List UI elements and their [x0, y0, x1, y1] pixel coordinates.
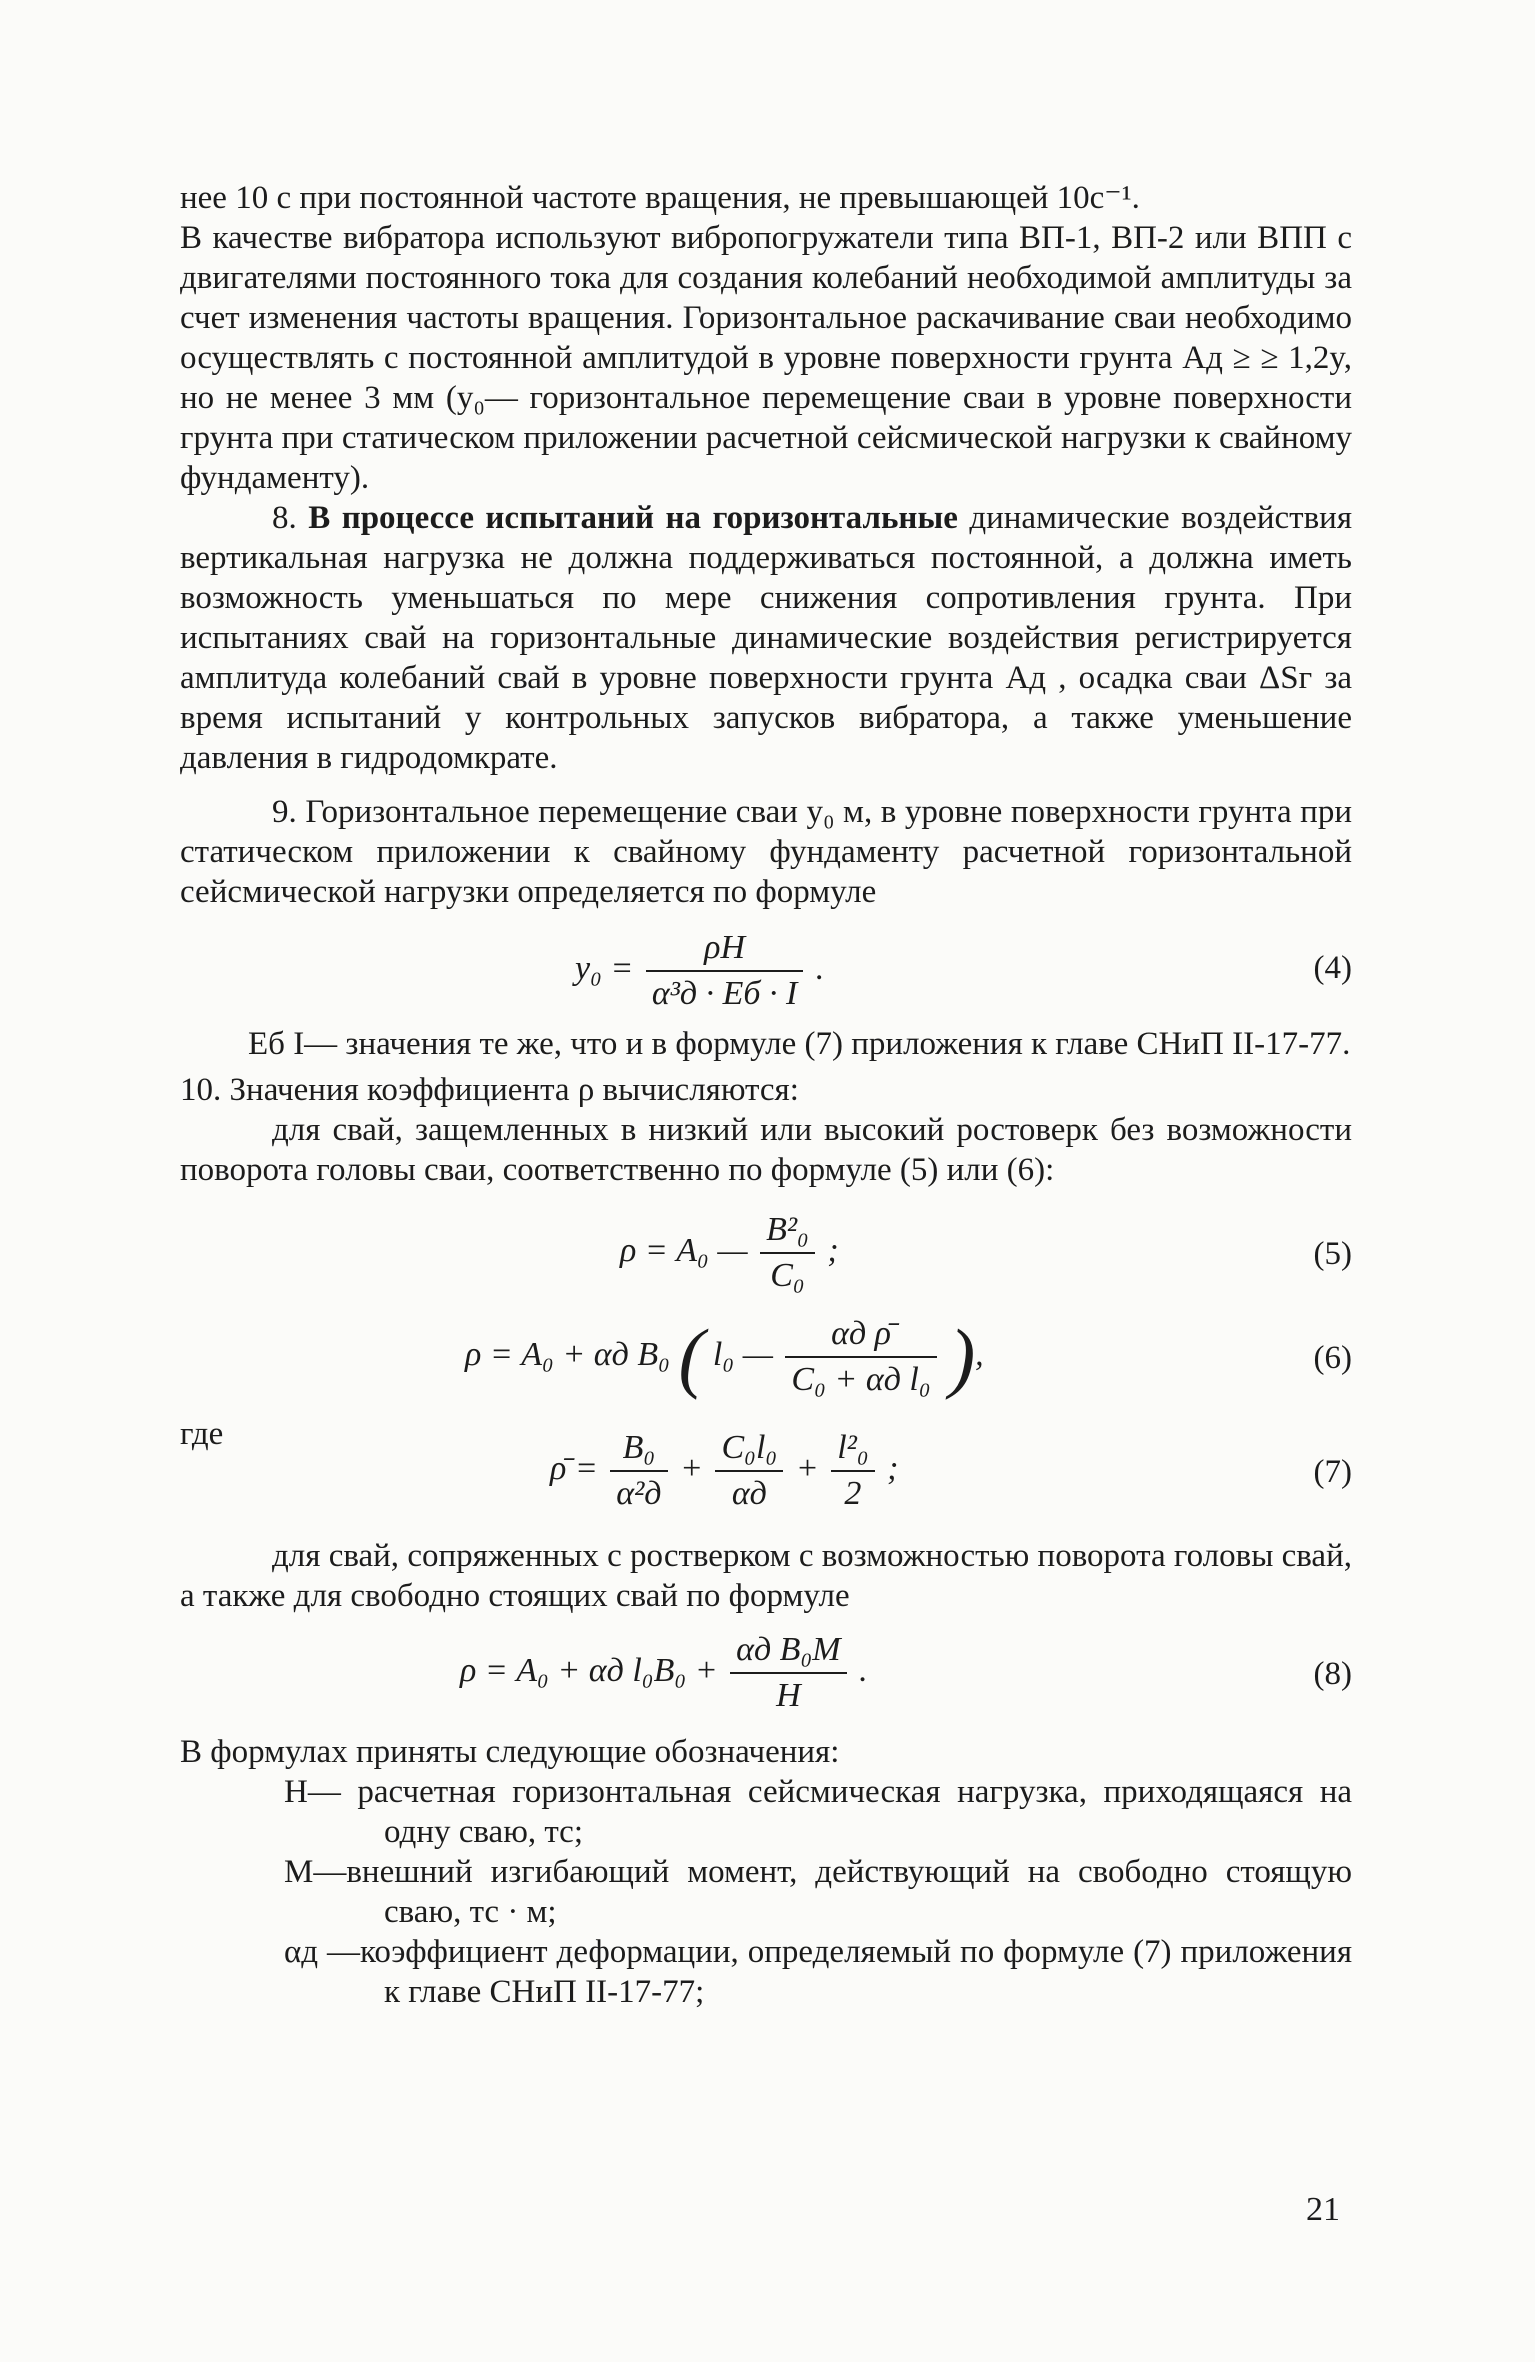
- where-label: где: [180, 1416, 224, 1452]
- formula-6-denominator: C₀ + αд l₀: [791, 1361, 931, 1398]
- formula-6-inner-lhs: l₀ —: [712, 1335, 773, 1373]
- formula-6-left-paren: (: [678, 1313, 705, 1400]
- paragraph-10: 10. Значения коэффициента ρ вычисляются:: [180, 1072, 799, 1108]
- formula-4: [180, 918, 1352, 1018]
- formula-4-note: Eб I— значения те же, что и в формуле (7) приложения к главе СНиП II-17-77.: [248, 1026, 1351, 1062]
- formula-7-denominator-2: αд: [731, 1475, 767, 1512]
- formula-7-tail: ;: [887, 1449, 899, 1487]
- paragraph-8-text: динамические воздействия вертикальная нагрузка не должна поддерживаться постоянной, а должна иметь возможность уменьшаться по мере снижения сопротивления грунта. При испытаниях свай на горизонтальные динамические воздействия регистрируется амплитуда колебаний свай в уровне поверхности грунта Aд , осадка сваи ΔSг за время испытаний у контрольных запусков вибратора, а также уменьшение давления в гидродомкрате.: [180, 500, 1353, 776]
- page-number: 21: [1306, 2191, 1340, 2228]
- paragraph-8-bold: В процессе испытаний на горизонтальные: [308, 500, 958, 536]
- formula-8-tail: .: [859, 1651, 868, 1689]
- formula-6-right-paren: ): [949, 1313, 976, 1400]
- formula-4-numerator: ρH: [646, 928, 803, 972]
- formula-8-number: (8): [1313, 1656, 1352, 1692]
- formula-4-fraction: [646, 928, 803, 1014]
- formula-5-fraction: [760, 1210, 815, 1296]
- text-line-1: нее 10 с при постоянной частоте вращения, не превышающей 10с⁻¹.: [180, 180, 1140, 216]
- legend-intro: В формулах приняты следующие обозначения:: [180, 1734, 840, 1770]
- paragraph-9: 9. Горизонтальное перемещение сваи y₀ м, в уровне поверхности грунта при статическом приложении к свайному фундаменту расчетной горизонтальной сейсмической нагрузки определяется по формуле: [180, 794, 1352, 910]
- formula-8-numerator: αд B₀M: [730, 1630, 846, 1674]
- formula-7-numerator-2: C₀l₀: [715, 1428, 783, 1472]
- legend-item-h: H— расчетная горизонтальная сейсмическая нагрузка, приходящаяся на одну сваю, тс;: [284, 1774, 1352, 1850]
- formula-6-number: (6): [1313, 1340, 1352, 1376]
- formula-7-plus-2: +: [795, 1449, 819, 1487]
- formula-7-numerator-1: B₀: [610, 1428, 667, 1472]
- formula-8-lhs: ρ = A₀ + αд l₀B₀ +: [460, 1651, 718, 1689]
- formula-7-denominator-1: α²д: [616, 1475, 662, 1512]
- formula-5-tail: ;: [827, 1231, 839, 1269]
- formula-5-numerator: B²₀: [760, 1210, 815, 1254]
- formula-7-fraction-2: [715, 1428, 783, 1514]
- formula-6-lhs: ρ = A₀ + αд B₀: [465, 1335, 670, 1373]
- formula-4-lhs: y₀ =: [575, 949, 634, 987]
- formula-7: [180, 1416, 1352, 1520]
- formula-6-numerator: αд ρ̄: [785, 1314, 936, 1358]
- formula-8: [180, 1622, 1352, 1726]
- paragraph-rotation: для свай, сопряженных с ростверком с возможностью поворота головы свай, а также для свободно стоящих свай по формуле: [180, 1538, 1352, 1614]
- formula-6-fraction: [785, 1314, 936, 1400]
- formula-5-lhs: ρ = A₀ —: [620, 1231, 748, 1269]
- formula-7-number: (7): [1313, 1454, 1352, 1490]
- formula-5-number: (5): [1313, 1236, 1352, 1272]
- formula-5: [180, 1196, 1352, 1300]
- formula-4-denominator: α³д · Eб · I: [651, 975, 798, 1012]
- legend-item-alpha: αд —коэффициент деформации, определяемый по формуле (7) приложения к главе СНиП II-17-77;: [284, 1934, 1352, 2010]
- paragraph-10-text: для свай, защемленных в низкий или высокий ростоверк без возможности поворота головы сваи, соответственно по формуле (5) или (6):: [180, 1112, 1352, 1188]
- legend-item-m: M—внешний изгибающий момент, действующий на свободно стоящую сваю, тс · м;: [284, 1854, 1352, 1930]
- formula-7-denominator-3: 2: [844, 1475, 862, 1512]
- page-body: [180, 178, 1352, 2012]
- formula-6-tail: ,: [975, 1335, 984, 1373]
- formula-8-denominator: H: [776, 1677, 801, 1714]
- formula-4-tail: .: [815, 949, 825, 987]
- formula-7-fraction-3: [831, 1428, 874, 1514]
- formula-7-numerator-3: l²₀: [831, 1428, 874, 1472]
- formula-6: [180, 1306, 1352, 1410]
- paragraph-8-number: 8.: [272, 500, 297, 536]
- formula-8-fraction: [730, 1630, 846, 1716]
- formula-7-plus-1: +: [680, 1449, 703, 1487]
- formula-7-fraction-1: [610, 1428, 667, 1514]
- paragraph-8: [180, 498, 1352, 778]
- formula-4-number: (4): [1313, 950, 1352, 986]
- paragraph-vibrator: В качестве вибратора используют вибропогружатели типа ВП-1, ВП-2 или ВПП с двигателями постоянного тока для создания колебаний необходимой амплитуды за счет изменения частоты вращения. Горизонтальное раскачивание сваи необходимо осуществлять с постоянной амплитудой в уровне поверхности грунта Aд ≥ ≥ 1,2y, но не менее 3 мм (y₀— горизонтальное перемещение сваи в уровне поверхности грунта при статическом приложении расчетной сейсмической нагрузки к свайному фундаменту).: [180, 220, 1352, 496]
- formula-5-denominator: C₀: [770, 1257, 805, 1294]
- formula-7-lhs: ρ̄ =: [550, 1449, 598, 1487]
